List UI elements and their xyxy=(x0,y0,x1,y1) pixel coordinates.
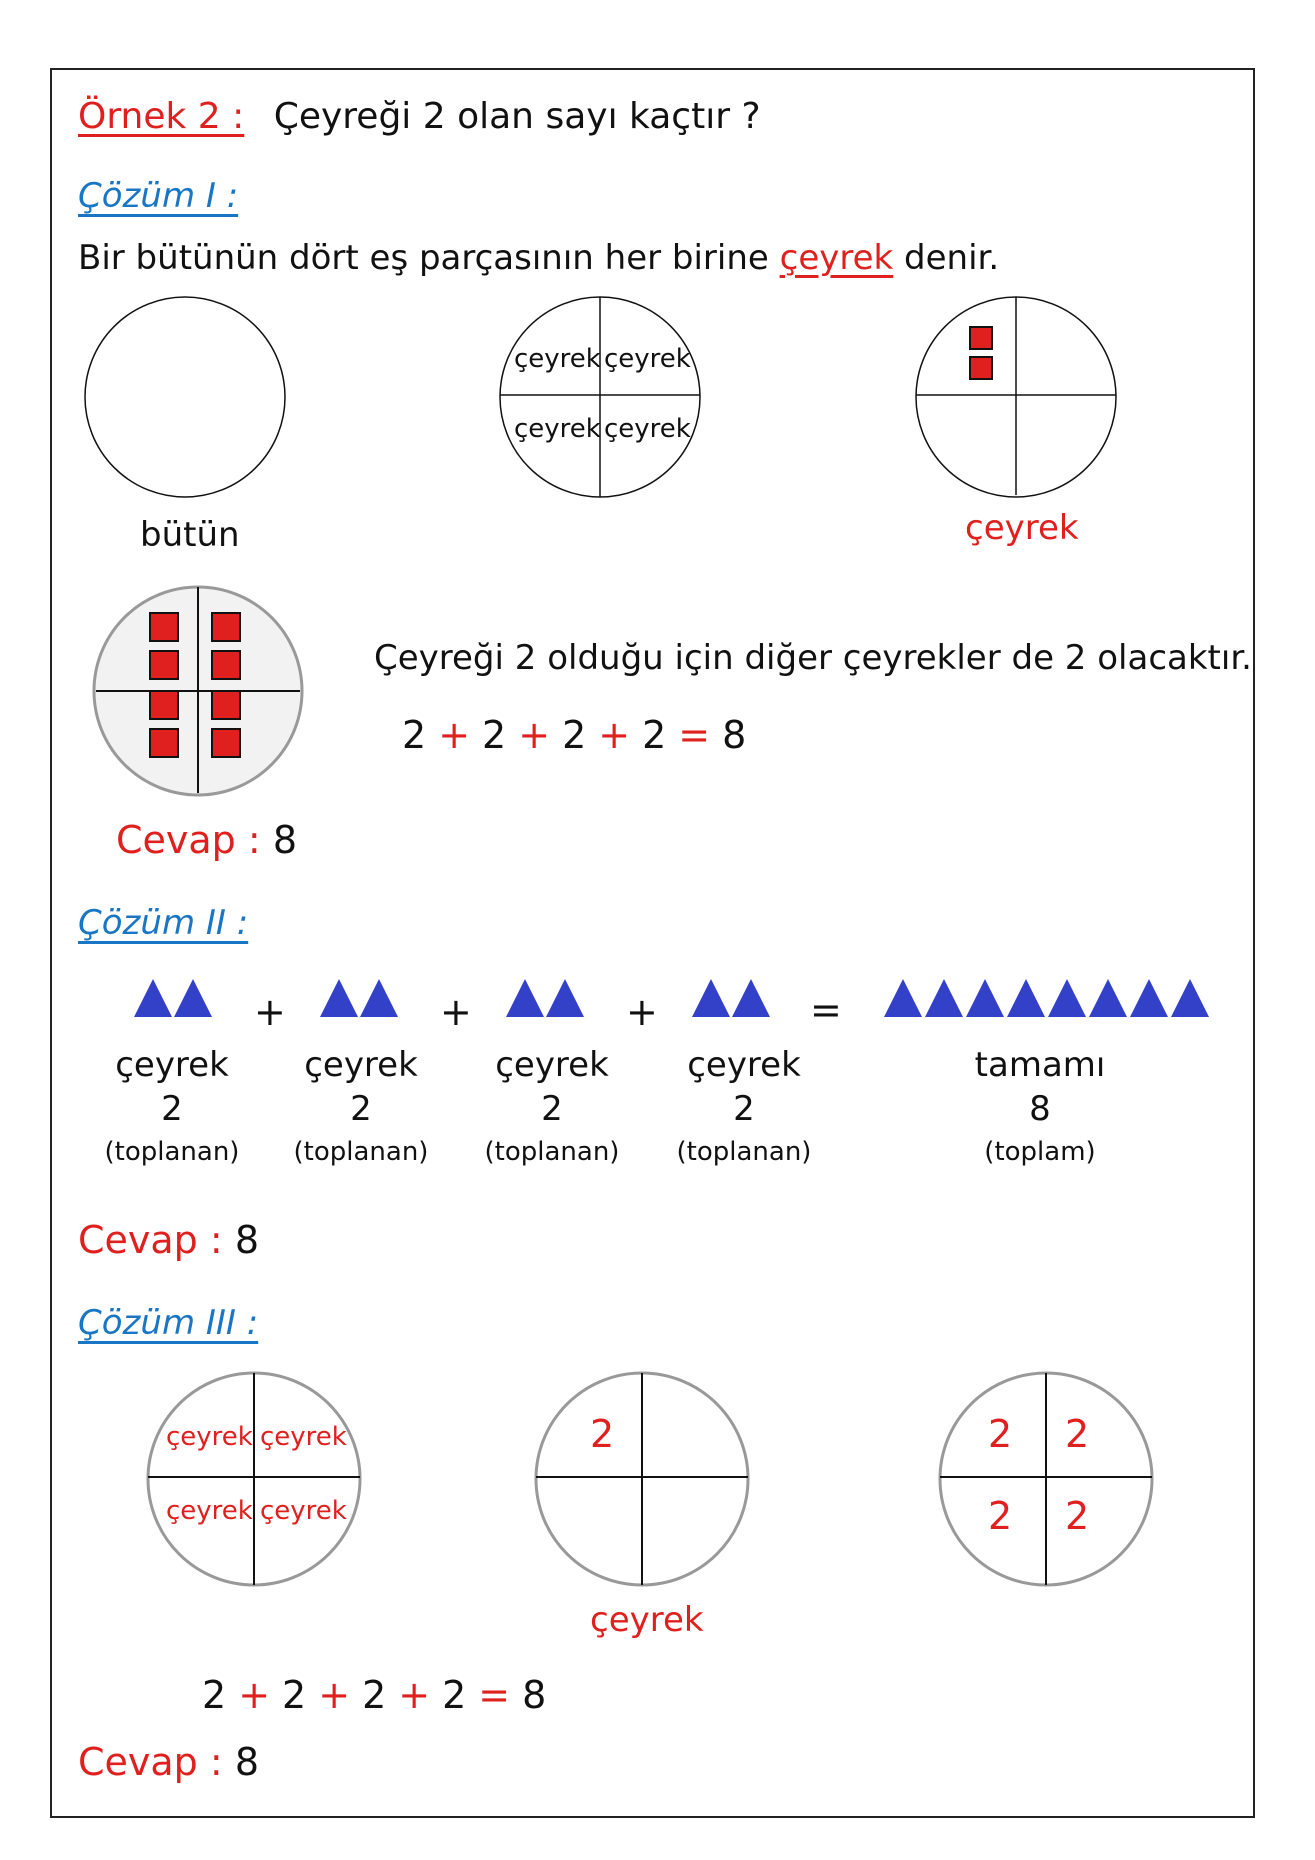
triangle-shape xyxy=(1007,979,1045,1017)
single-quarter-value: 2 xyxy=(590,1412,615,1456)
solution2-heading: Çözüm II : xyxy=(78,903,249,943)
definition-keyword: çeyrek xyxy=(779,238,894,278)
answer-label: Cevap xyxy=(116,818,236,862)
group-column xyxy=(281,1045,441,1167)
solution3-heading: Çözüm III : xyxy=(78,1303,259,1343)
example-question: Çeyreği 2 olan sayı kaçtır ? xyxy=(273,96,761,137)
group-value: 2 xyxy=(161,1089,183,1129)
full-squares-circle xyxy=(94,587,304,797)
total-value: 8 xyxy=(1029,1089,1051,1129)
equation-term: 2 xyxy=(642,713,667,757)
single-quarter-circle xyxy=(534,1373,754,1593)
group-value: 2 xyxy=(350,1089,372,1129)
answer-label: Cevap xyxy=(78,1740,198,1784)
square-block xyxy=(970,327,992,349)
triangle-shape xyxy=(174,979,212,1017)
equation-result: 8 xyxy=(722,713,747,757)
triangle-shape xyxy=(966,979,1004,1017)
quarter-text-tl: çeyrek xyxy=(166,1422,253,1452)
equation-term: 2 xyxy=(402,713,427,757)
answer-value: 8 xyxy=(234,1740,259,1784)
quarter-text-br: çeyrek xyxy=(260,1496,347,1526)
triangle-shape xyxy=(360,979,398,1017)
group-role: (toplanan) xyxy=(484,1137,620,1167)
triangle-shape xyxy=(1130,979,1168,1017)
square-block xyxy=(150,729,178,757)
example-title xyxy=(78,96,761,137)
quarter-text-tr: çeyrek xyxy=(604,344,691,374)
plus-sign: + xyxy=(398,1673,431,1717)
plus-sign: + xyxy=(440,990,472,1034)
triangle-shape xyxy=(1171,979,1209,1017)
equation-term: 2 xyxy=(282,1673,307,1717)
group-column xyxy=(92,1045,252,1167)
group-column xyxy=(664,1045,824,1167)
triangle-shape xyxy=(884,979,922,1017)
triangle-shape xyxy=(925,979,963,1017)
plus-sign: + xyxy=(238,1673,271,1717)
solution1-heading: Çözüm I : xyxy=(78,176,239,216)
group-value: 2 xyxy=(733,1089,755,1129)
solution2-answer xyxy=(78,1218,259,1262)
equation-term: 2 xyxy=(562,713,587,757)
triangle-shape xyxy=(320,979,358,1017)
triangle-shape xyxy=(546,979,584,1017)
answer-colon: : xyxy=(209,1218,223,1262)
quarter-circle-label: çeyrek xyxy=(965,508,1079,548)
answer-colon: : xyxy=(247,818,261,862)
square-block xyxy=(150,613,178,641)
answer-value: 8 xyxy=(234,1218,259,1262)
square-block xyxy=(150,651,178,679)
plus-sign: + xyxy=(626,990,658,1034)
group-role: (toplanan) xyxy=(676,1137,812,1167)
answer-colon: : xyxy=(209,1740,223,1784)
solution3-equation xyxy=(202,1673,546,1717)
solution3-answer xyxy=(78,1740,259,1784)
group-role: (toplanan) xyxy=(104,1137,240,1167)
group-column xyxy=(472,1045,632,1167)
example-label: Örnek 2 : xyxy=(78,96,245,137)
quarter-text-tr: çeyrek xyxy=(260,1422,347,1452)
quarter-example-circle xyxy=(914,297,1124,507)
answer-label: Cevap xyxy=(78,1218,198,1262)
square-block xyxy=(970,357,992,379)
quarter-text-bl: çeyrek xyxy=(166,1496,253,1526)
explanation-text: Çeyreği 2 olduğu için diğer çeyrekler de 2 olacaktır. xyxy=(374,638,1252,678)
triangle-shape xyxy=(1048,979,1086,1017)
triangle-shape xyxy=(134,979,172,1017)
quarter-value-tr: 2 xyxy=(1065,1412,1090,1456)
group-name: çeyrek xyxy=(115,1045,229,1085)
group-name: çeyrek xyxy=(495,1045,609,1085)
group-role: (toplanan) xyxy=(293,1137,429,1167)
definition-sentence xyxy=(78,238,999,278)
quarters-circle xyxy=(498,297,708,507)
solution1-equation xyxy=(402,713,746,757)
total-column xyxy=(960,1045,1120,1167)
quarter-text-br: çeyrek xyxy=(604,414,691,444)
quarter-text-tl: çeyrek xyxy=(514,344,601,374)
whole-circle xyxy=(80,297,290,507)
group-name: çeyrek xyxy=(304,1045,418,1085)
quarters-red-circle xyxy=(146,1373,366,1593)
plus-sign: + xyxy=(318,1673,351,1717)
square-block xyxy=(212,651,240,679)
all-quarters-circle xyxy=(938,1373,1158,1593)
equals-sign: = xyxy=(810,988,842,1032)
plus-sign: + xyxy=(598,713,631,757)
square-block xyxy=(212,613,240,641)
equation-term: 2 xyxy=(202,1673,227,1717)
group-value: 2 xyxy=(541,1089,563,1129)
definition-after: denir. xyxy=(893,238,1000,278)
quarter-text-bl: çeyrek xyxy=(514,414,601,444)
quarter-value-tl: 2 xyxy=(988,1412,1013,1456)
definition-before: Bir bütünün dört eş parçasının her birine xyxy=(78,238,780,278)
answer-value: 8 xyxy=(272,818,297,862)
equation-term: 2 xyxy=(482,713,507,757)
group-name: çeyrek xyxy=(687,1045,801,1085)
square-block xyxy=(212,691,240,719)
square-block xyxy=(150,691,178,719)
solution1-answer xyxy=(116,818,297,862)
quarter-value-bl: 2 xyxy=(988,1494,1013,1538)
equation-result: 8 xyxy=(522,1673,547,1717)
plus-sign: + xyxy=(518,713,551,757)
equation-term: 2 xyxy=(442,1673,467,1717)
square-block xyxy=(212,729,240,757)
triangle-shape xyxy=(732,979,770,1017)
equation-term: 2 xyxy=(362,1673,387,1717)
plus-sign: + xyxy=(438,713,471,757)
triangle-shape xyxy=(692,979,730,1017)
total-role: (toplam) xyxy=(984,1137,1096,1167)
equals-sign: = xyxy=(478,1673,511,1717)
whole-label: bütün xyxy=(140,515,240,555)
single-quarter-label: çeyrek xyxy=(590,1600,704,1640)
plus-sign: + xyxy=(254,990,286,1034)
total-name: tamamı xyxy=(974,1045,1106,1085)
triangle-shape xyxy=(506,979,544,1017)
triangle-shape xyxy=(1089,979,1127,1017)
equals-sign: = xyxy=(678,713,711,757)
quarter-value-br: 2 xyxy=(1065,1494,1090,1538)
